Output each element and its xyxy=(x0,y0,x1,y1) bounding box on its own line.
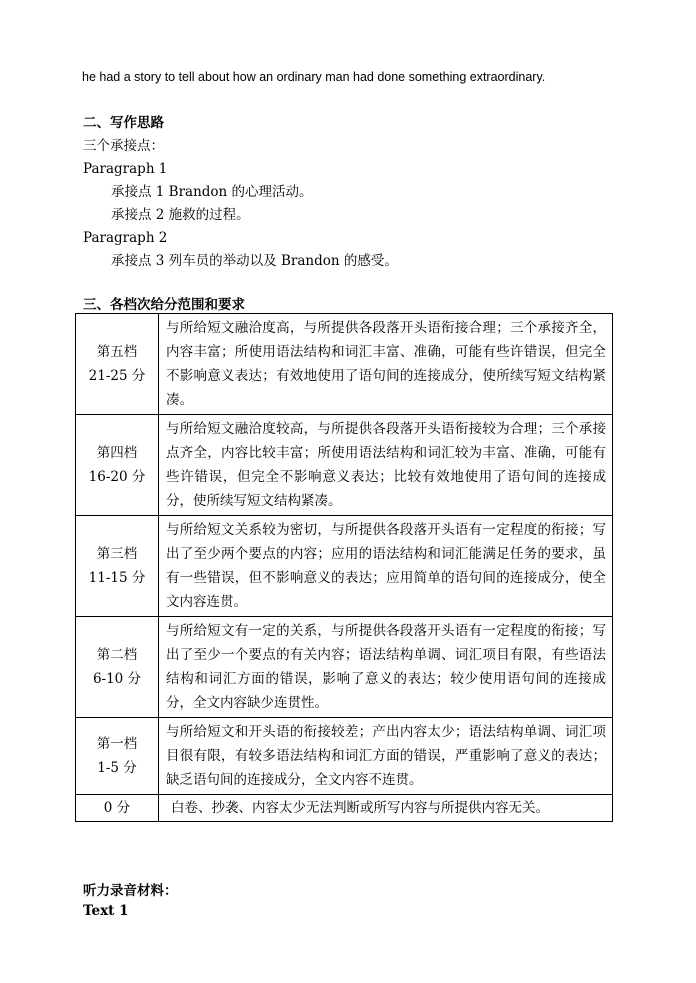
level-name: 0 分 xyxy=(103,800,131,816)
section2-subheading: 三个承接点： xyxy=(83,138,164,154)
table-row xyxy=(76,718,613,795)
text-label: Text 1 xyxy=(83,903,129,919)
point-3: 承接点 3 列车员的举动以及 Brandon 的感受。 xyxy=(111,253,398,269)
level-range: 16-20 分 xyxy=(88,469,146,485)
level-description: 与所给短文融洽度较高，与所提供各段落开头语衔接较为合理；三个承接点齐全，内容比较丰富；所使用语法结构和词汇较为丰富、准确，可能有些许错误，但完全不影响意义表达；比较有效地使用了语句间的连接成分，使所续写短文结构紧凑。 xyxy=(159,415,613,516)
table-row xyxy=(76,415,613,516)
level-description: 与所给短文关系较为密切，与所提供各段落开头语有一定程度的衔接；写出了至少两个要点的内容；应用的语法结构和词汇能满足任务的要求，虽有一些错误，但不影响意义的表达；应用简单的语句间的连接成分，使全文内容连贯。 xyxy=(159,516,613,617)
point-2: 承接点 2 施救的过程。 xyxy=(111,207,250,223)
level-cell xyxy=(76,516,159,617)
level-name: 第四档 xyxy=(96,445,138,461)
table-row xyxy=(76,795,613,822)
level-cell xyxy=(76,718,159,795)
level-cell xyxy=(76,314,159,415)
intro-line: he had a story to tell about how an ordinary man had done something extraordinary. xyxy=(82,70,546,84)
section3-heading: 三、各档次给分范围和要求 xyxy=(83,297,245,313)
paragraph2-label: Paragraph 2 xyxy=(83,230,168,246)
level-cell xyxy=(76,617,159,718)
table-row xyxy=(76,314,613,415)
level-name: 第二档 xyxy=(96,647,138,663)
level-range: 6-10 分 xyxy=(92,671,142,687)
level-name: 第五档 xyxy=(96,344,138,360)
level-range: 21-25 分 xyxy=(88,368,146,384)
point-1: 承接点 1 Brandon 的心理活动。 xyxy=(111,184,313,200)
paragraph1-label: Paragraph 1 xyxy=(83,161,168,177)
level-description: 与所给短文融洽度高，与所提供各段落开头语衔接合理；三个承接齐全，内容丰富；所使用语法结构和词汇丰富、准确，可能有些许错误，但完全不影响意义表达；有效地使用了语句间的连接成分，使所续写短文结构紧凑。 xyxy=(159,314,613,415)
level-description: 白卷、抄袭、内容太少无法判断或所写内容与所提供内容无关。 xyxy=(159,795,613,822)
listening-heading: 听力录音材料： xyxy=(83,883,178,899)
level-cell xyxy=(76,795,159,822)
level-range: 1-5 分 xyxy=(97,760,137,776)
level-range: 11-15 分 xyxy=(88,570,146,586)
level-description: 与所给短文有一定的关系，与所提供各段落开头语有一定程度的衔接；写出了至少一个要点的有关内容；语法结构单调、词汇项目有限，有些语法结构和词汇方面的错误，影响了意义的表达；较少使用语句间的连接成分，全文内容缺少连贯性。 xyxy=(159,617,613,718)
level-name: 第一档 xyxy=(96,736,138,752)
section2-heading: 二、写作思路 xyxy=(83,115,164,131)
level-name: 第三档 xyxy=(96,546,138,562)
table-row xyxy=(76,617,613,718)
level-description: 与所给短文和开头语的衔接较差；产出内容太少；语法结构单调、词汇项目很有限，有较多语法结构和词汇方面的错误，严重影响了意义的表达；缺乏语句间的连接成分，全文内容不连贯。 xyxy=(159,718,613,795)
level-cell xyxy=(76,415,159,516)
grading-table xyxy=(75,313,613,822)
table-row xyxy=(76,516,613,617)
